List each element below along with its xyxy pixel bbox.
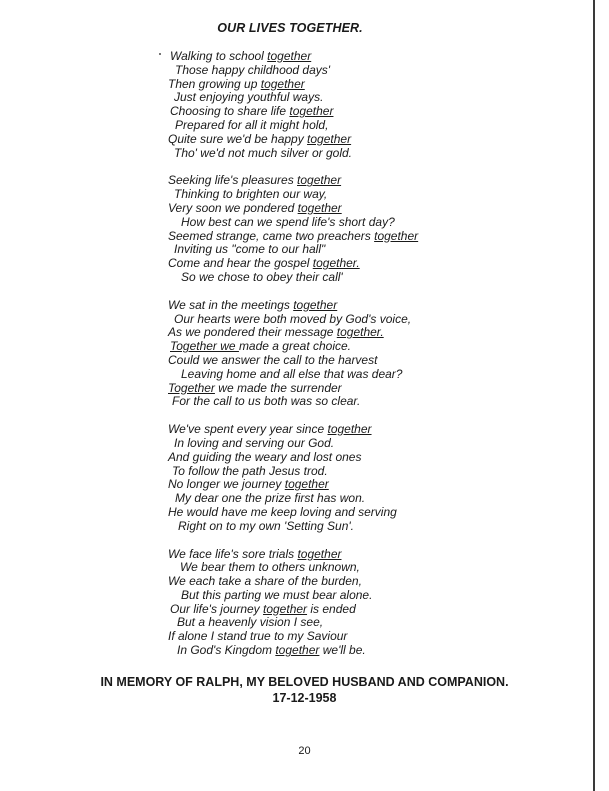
line-text: For the call to us both was so clear. <box>172 394 361 409</box>
line-text: If alone I stand true to my Saviour <box>168 629 348 644</box>
line-underlined-text: Together we <box>170 339 239 354</box>
line-underlined-text: together <box>284 477 329 492</box>
poem-stanza <box>0 174 600 284</box>
memorial-date: 17-12-1958 <box>272 691 337 705</box>
line-text-after: made a great choice. <box>238 339 352 354</box>
line-underlined-text: together <box>297 173 342 188</box>
poem-line <box>0 382 600 396</box>
poem-line <box>0 299 600 313</box>
line-text: We each take a share of the burden, <box>168 574 362 589</box>
line-text: Just enjoying youthful ways. <box>174 90 324 105</box>
line-underlined-text: together <box>289 104 334 119</box>
poem-line <box>0 230 600 244</box>
line-underlined-text: together <box>307 131 352 146</box>
poem-line <box>0 520 600 534</box>
poem-line <box>0 243 600 257</box>
line-text: Inviting us "come to our hall" <box>174 242 326 257</box>
line-text: Seeking life's pleasures <box>168 173 298 188</box>
poem-line <box>0 147 600 161</box>
poem-line <box>0 188 600 202</box>
poem-line <box>0 216 600 230</box>
line-text: He would have me keep loving and serving <box>168 504 397 519</box>
poem-line <box>0 354 600 368</box>
line-underlined-text: together. <box>336 325 384 340</box>
poem-stanza <box>0 299 600 409</box>
poem-line <box>0 91 600 105</box>
line-underlined-text: together. <box>312 256 360 271</box>
line-text-after: we'll be. <box>319 643 366 658</box>
poem-line <box>0 313 600 327</box>
poem-line <box>0 478 600 492</box>
line-text: No longer we journey <box>168 477 285 492</box>
poem-line <box>0 630 600 644</box>
line-text: But this parting we must bear alone. <box>181 587 373 602</box>
poem-line <box>0 368 600 382</box>
poem-line <box>0 465 600 479</box>
poem-line <box>0 589 600 603</box>
poem-line <box>0 174 600 188</box>
poem-line <box>0 437 600 451</box>
line-underlined-text: together <box>263 601 308 616</box>
line-underlined-text: together <box>260 76 305 91</box>
line-text: Could we answer the call to the harvest <box>168 352 378 367</box>
line-text: Quite sure we'd be happy <box>168 131 308 146</box>
line-text: My dear one the prize first has won. <box>175 491 366 506</box>
poem-title: OUR LIVES TOGETHER. <box>217 21 363 35</box>
memorial-block <box>0 674 609 706</box>
line-text: We bear them to others unknown, <box>180 560 360 575</box>
poem-line <box>0 50 600 64</box>
line-text: Seemed strange, came two preachers <box>168 228 375 243</box>
line-underlined-text: together <box>327 422 372 437</box>
page-number: 20 <box>298 745 311 757</box>
poem-line <box>0 561 600 575</box>
poem-line <box>0 105 600 119</box>
poem-line <box>0 340 600 354</box>
line-text: We face life's sore trials <box>168 546 298 561</box>
line-text: Leaving home and all else that was dear? <box>181 366 403 381</box>
line-underlined-text: together <box>297 546 342 561</box>
line-text: Choosing to share life <box>170 104 290 119</box>
line-text-after: we made the surrender <box>214 380 342 395</box>
poem-line <box>0 451 600 465</box>
line-underlined-text: together <box>297 200 342 215</box>
poem-line <box>0 271 600 285</box>
line-text: But a heavenly vision I see, <box>177 615 324 630</box>
poem-line <box>0 64 600 78</box>
line-underlined-text: Together <box>168 380 215 395</box>
line-underlined-text: together <box>275 643 320 658</box>
poem-line <box>0 575 600 589</box>
line-text: Tho' we'd not much silver or gold. <box>174 145 352 160</box>
line-underlined-text: together <box>267 49 312 63</box>
poem-line <box>0 395 600 409</box>
poem-line <box>0 548 600 562</box>
poem-stanza <box>0 548 600 658</box>
line-text: Thinking to brighten our way, <box>174 187 328 202</box>
line-underlined-text: together <box>374 228 419 243</box>
poem-line <box>0 326 600 340</box>
poem-line <box>0 603 600 617</box>
poem-line <box>0 257 600 271</box>
line-text: So we chose to obey their call' <box>181 269 343 284</box>
line-text: We've spent every year since <box>168 422 328 437</box>
poem-line <box>0 644 600 658</box>
memorial-dedication: IN MEMORY OF RALPH, MY BELOVED HUSBAND AND COMPANION. <box>100 675 509 689</box>
poem-body <box>0 50 600 672</box>
poem-stanza <box>0 50 600 160</box>
line-text: Then growing up <box>168 76 261 91</box>
line-text: Right on to my own 'Setting Sun'. <box>178 518 355 533</box>
line-text: To follow the path Jesus trod. <box>172 463 328 478</box>
line-text: We sat in the meetings <box>168 297 294 312</box>
line-text: Come and hear the gospel <box>168 256 313 271</box>
poem-line <box>0 78 600 92</box>
line-text: Our life's journey <box>170 601 263 616</box>
line-text: Prepared for all it might hold, <box>175 117 329 132</box>
line-text: As we pondered their message <box>168 325 337 340</box>
line-underlined-text: together <box>293 297 338 312</box>
poem-line <box>0 202 600 216</box>
line-text: Our hearts were both moved by God's voice, <box>174 311 412 326</box>
line-text: In loving and serving our God. <box>174 435 335 450</box>
poem-line <box>0 616 600 630</box>
line-text: In God's Kingdom <box>177 643 276 658</box>
line-text-after: is ended <box>307 601 356 616</box>
line-text: And guiding the weary and lost ones <box>168 449 362 464</box>
line-text: Very soon we pondered <box>168 200 298 215</box>
poem-line <box>0 492 600 506</box>
line-text: Walking to school <box>170 49 268 63</box>
poem-stanza <box>0 423 600 533</box>
line-text: Those happy childhood days' <box>175 62 331 77</box>
poem-line <box>0 423 600 437</box>
poem-line <box>0 119 600 133</box>
poem-line <box>0 506 600 520</box>
poem-line <box>0 133 600 147</box>
line-text: How best can we spend life's short day? <box>181 214 395 229</box>
